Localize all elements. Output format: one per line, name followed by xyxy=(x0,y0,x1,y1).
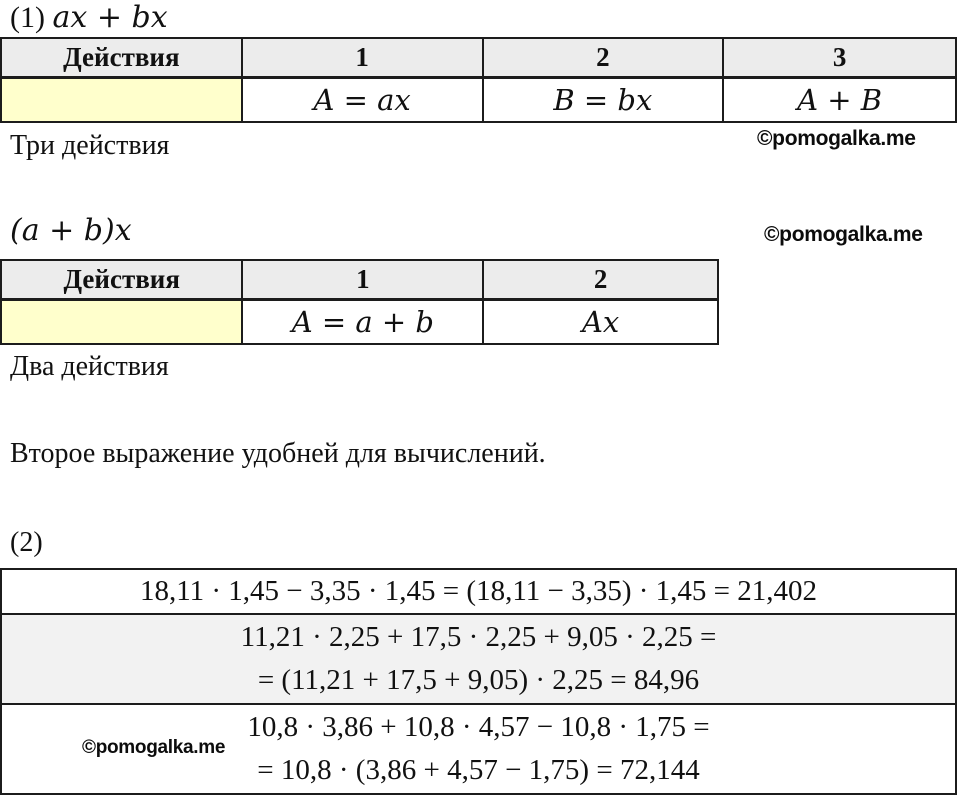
step-1-formula: A = a + b xyxy=(242,300,483,345)
actions-table-1 xyxy=(0,37,957,123)
problem-1-expression: ax + bx xyxy=(52,0,168,35)
step-2-formula: Ax xyxy=(483,300,718,345)
problem-1-label: (1) xyxy=(10,1,45,34)
table-header-row xyxy=(1,38,956,78)
note-two-actions: Два действия xyxy=(10,351,169,382)
problem-1-expression-2: (a + b)x xyxy=(10,213,132,248)
calculations-table xyxy=(0,568,957,795)
header-actions: Действия xyxy=(1,38,242,78)
header-step-2: 2 xyxy=(483,38,724,78)
step-3-formula: A + B xyxy=(723,78,956,123)
step-1-formula: A = ax xyxy=(242,78,483,123)
step-2-formula: B = bx xyxy=(483,78,724,123)
note-three-actions: Три действия xyxy=(10,130,170,161)
header-step-1: 1 xyxy=(242,260,483,300)
header-step-2: 2 xyxy=(483,260,718,300)
calc-3-line-2: = 10,8 · (3,86 + 4,57 − 1,75) = 72,144 xyxy=(257,754,700,786)
calc-3-line-1: 10,8 · 3,86 + 10,8 · 4,57 − 10,8 · 1,75 = xyxy=(247,711,710,743)
watermark-1: ©pomogalka.me xyxy=(757,127,916,150)
problem-2-label: (2) xyxy=(10,527,43,558)
watermark-3: ©pomogalka.me xyxy=(82,737,226,758)
table-header-row xyxy=(1,260,718,300)
calc-row-1 xyxy=(1,569,956,614)
calc-1-line-1: 18,11 · 1,45 − 3,35 · 1,45 = (18,11 − 3,35) · 1,45 = 21,402 xyxy=(139,575,818,607)
highlight-cell xyxy=(1,300,242,345)
calc-2-line-1: 11,21 · 2,25 + 17,5 · 2,25 + 9,05 · 2,25 = xyxy=(240,621,717,653)
highlight-cell xyxy=(1,78,242,123)
table-data-row xyxy=(1,300,718,345)
conclusion-text: Второе выражение удобней для вычислений. xyxy=(10,438,546,469)
watermark-2: ©pomogalka.me xyxy=(764,223,923,246)
calc-2-line-2: = (11,21 + 17,5 + 9,05) · 2,25 = 84,96 xyxy=(257,664,700,696)
calc-row-2 xyxy=(1,614,956,704)
header-step-1: 1 xyxy=(242,38,483,78)
header-actions: Действия xyxy=(1,260,242,300)
table-data-row xyxy=(1,78,956,123)
header-step-3: 3 xyxy=(723,38,956,78)
problem-1-heading xyxy=(10,0,168,36)
actions-table-2 xyxy=(0,259,719,345)
